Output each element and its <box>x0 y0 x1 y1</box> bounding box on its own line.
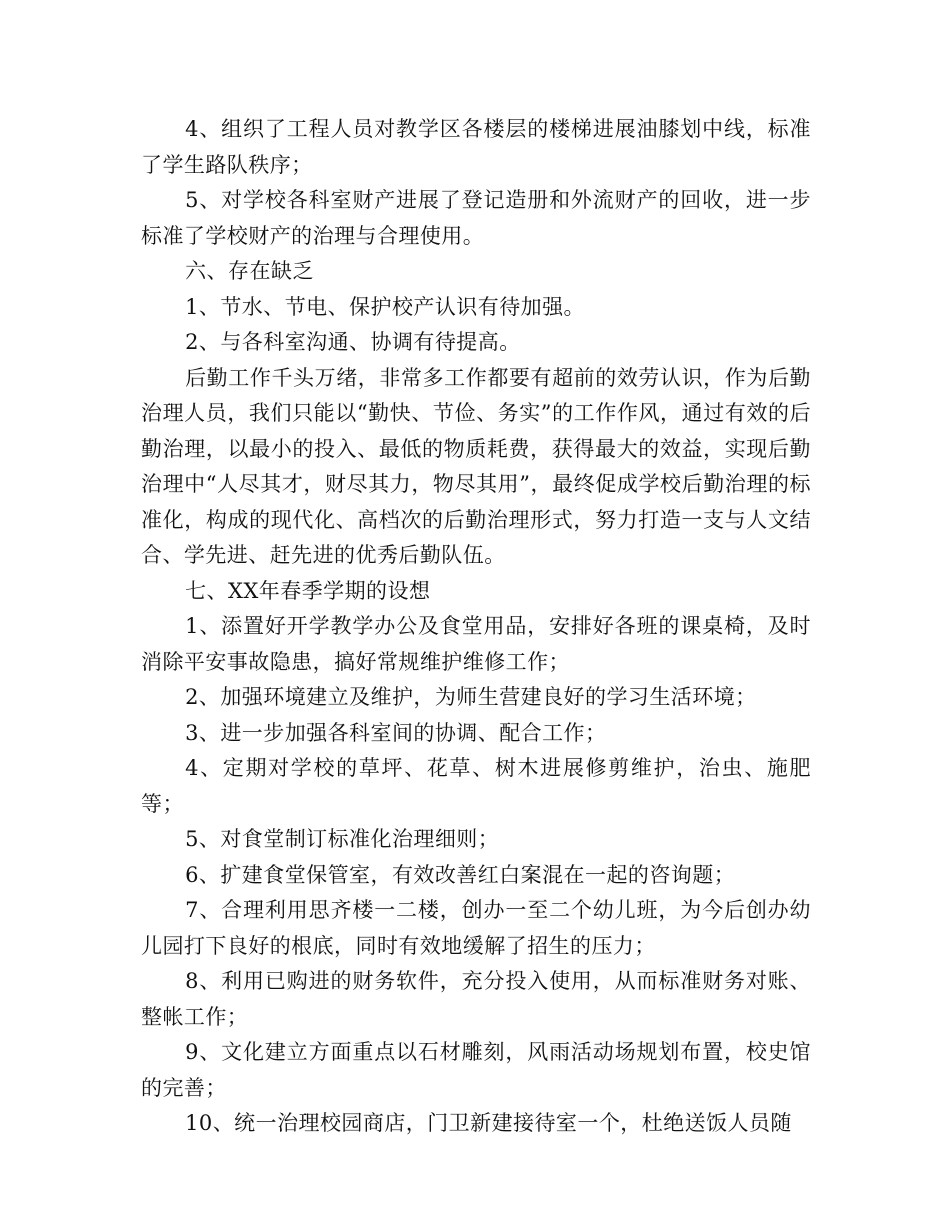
paragraph-plan-10: 10、统一治理校园商店，门卫新建接待室一个，杜绝送饭人员随 <box>185 1111 792 1135</box>
paragraph-plan-3: 3、进一步加强各科室间的协调、配合工作； <box>185 720 607 745</box>
paragraph-plan-8: 8、利用已购进的财务软件，充分投入使用，从而标准财务对账、整帐工作； <box>141 969 811 1029</box>
paragraph-shortcoming-2: 2、与各科室沟通、协调有待提高。 <box>185 330 521 354</box>
section-heading-shortcomings: 六、存在缺乏 <box>185 259 314 283</box>
paragraph-item-4-stairs: 4、组织了工程人员对教学区各楼层的楼梯进展油膝划中线，标准了学生路队秩序； <box>141 117 811 177</box>
paragraph-plan-1: 1、添置好开学教学办公及食堂用品，安排好各班的课桌椅，及时消除平安事故隐患，搞好常规维护维修工作； <box>141 614 811 674</box>
paragraph-plan-6: 6、扩建食堂保管室，有效改善红白案混在一起的咨询题； <box>185 862 736 887</box>
paragraph-item-5-property: 5、对学校各科室财产进展了登记造册和外流财产的回收，进一步标准了学校财产的治理与合理使用。 <box>141 188 811 248</box>
paragraph-plan-4: 4、定期对学校的草坪、花草、树木进展修剪维护，治虫、施肥等； <box>141 756 811 816</box>
paragraph-plan-7: 7、合理利用思齐楼一二楼，创办一至二个幼儿班，为今后创办幼儿园打下良好的根底，同时有效地缓解了招生的压力； <box>141 898 811 958</box>
paragraph-plan-5: 5、对食堂制订标准化治理细则； <box>185 827 500 851</box>
paragraph-shortcoming-1: 1、节水、节电、保护校产认识有待加强。 <box>185 294 586 319</box>
document-body <box>141 112 811 1142</box>
section-heading-spring-plan: 七、XX年春季学期的设想 <box>185 578 431 603</box>
paragraph-plan-2: 2、加强环境建立及维护，为师生营建良好的学习生活环境； <box>185 685 757 709</box>
paragraph-summary: 后勤工作千头万绪，非常多工作都要有超前的效劳认识，作为后勤治理人员，我们只能以“勤快、节俭、务实”的工作作风，通过有效的后勤治理，以最小的投入、最低的物质耗费，获得最大的效益，实现后勤治理中“人尽其才，财尽其力，物尽其用”，最终促成学校后勤治理的标准化，构成的现代化、高档次的后勤治理形式，努力打造一支与人文结合、学先进、赶先进的优秀后勤队伍。 <box>141 365 811 567</box>
paragraph-plan-9: 9、文化建立方面重点以石材雕刻，风雨活动场规划布置，校史馆的完善； <box>141 1040 811 1100</box>
